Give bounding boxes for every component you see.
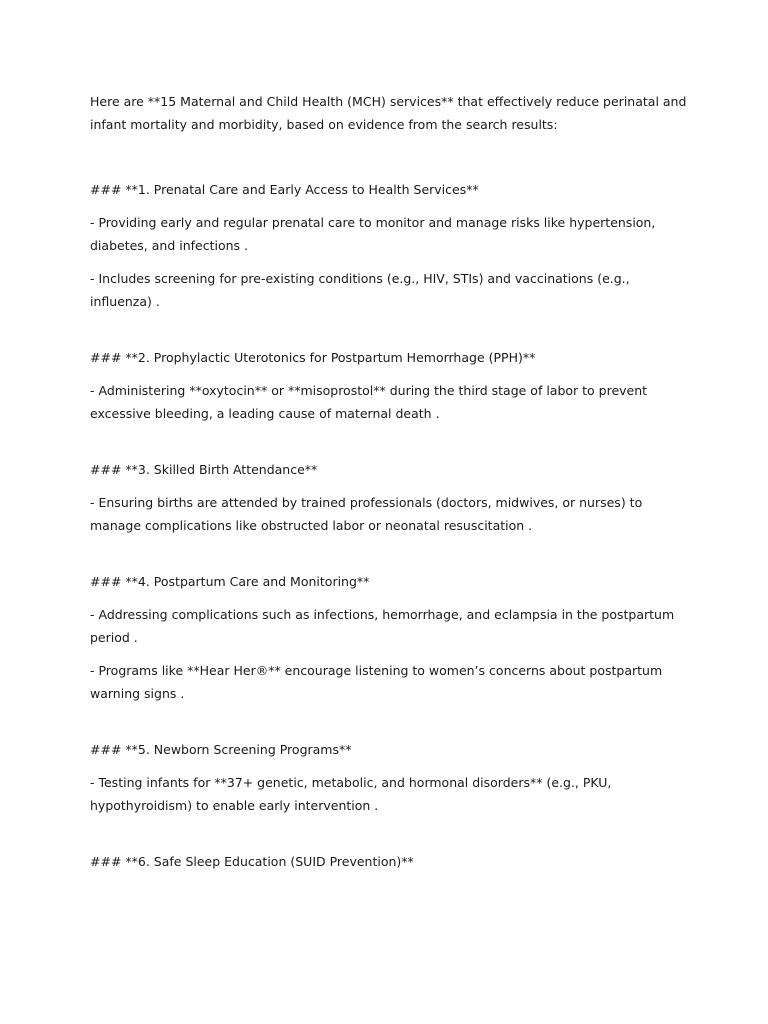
section-heading: ### **2. Prophylactic Uterotonics for Postpartum Hemorrhage (PPH)** bbox=[90, 350, 536, 365]
section-heading: ### **6. Safe Sleep Education (SUID Prevention)** bbox=[90, 854, 414, 869]
section-3 bbox=[90, 458, 690, 537]
section-6 bbox=[90, 850, 690, 873]
section-heading: ### **3. Skilled Birth Attendance** bbox=[90, 462, 318, 477]
bullet-item: - Includes screening for pre-existing conditions (e.g., HIV, STIs) and vaccinations (e.g., influenza) . bbox=[90, 271, 630, 309]
bullet-item: - Administering **oxytocin** or **misoprostol** during the third stage of labor to prevent excessive bleeding, a leading cause of maternal death . bbox=[90, 383, 648, 421]
bullet-item: - Testing infants for **37+ genetic, metabolic, and hormonal disorders** (e.g., PKU, hypothyroidism) to enable early intervention . bbox=[90, 775, 612, 813]
bullet-item: - Providing early and regular prenatal care to monitor and manage risks like hypertension, diabetes, and infections . bbox=[90, 215, 656, 253]
intro-paragraph: Here are **15 Maternal and Child Health (MCH) services** that effectively reduce perinatal and infant mortality and morbidity, based on evidence from the search results: bbox=[90, 94, 687, 132]
section-2 bbox=[90, 346, 690, 425]
section-heading: ### **4. Postpartum Care and Monitoring** bbox=[90, 574, 370, 589]
bullet-item: - Programs like **Hear Her®** encourage listening to women’s concerns about postpartum warning signs . bbox=[90, 663, 663, 701]
section-heading: ### **5. Newborn Screening Programs** bbox=[90, 742, 352, 757]
bullet-item: - Addressing complications such as infections, hemorrhage, and eclampsia in the postpartum period . bbox=[90, 607, 675, 645]
bullet-item: - Ensuring births are attended by trained professionals (doctors, midwives, or nurses) to manage complications like obstructed labor or neonatal resuscitation . bbox=[90, 495, 643, 533]
section-heading: ### **1. Prenatal Care and Early Access to Health Services** bbox=[90, 182, 479, 197]
section-4 bbox=[90, 570, 690, 705]
document-page bbox=[90, 90, 690, 883]
section-5 bbox=[90, 738, 690, 817]
section-1 bbox=[90, 178, 690, 313]
